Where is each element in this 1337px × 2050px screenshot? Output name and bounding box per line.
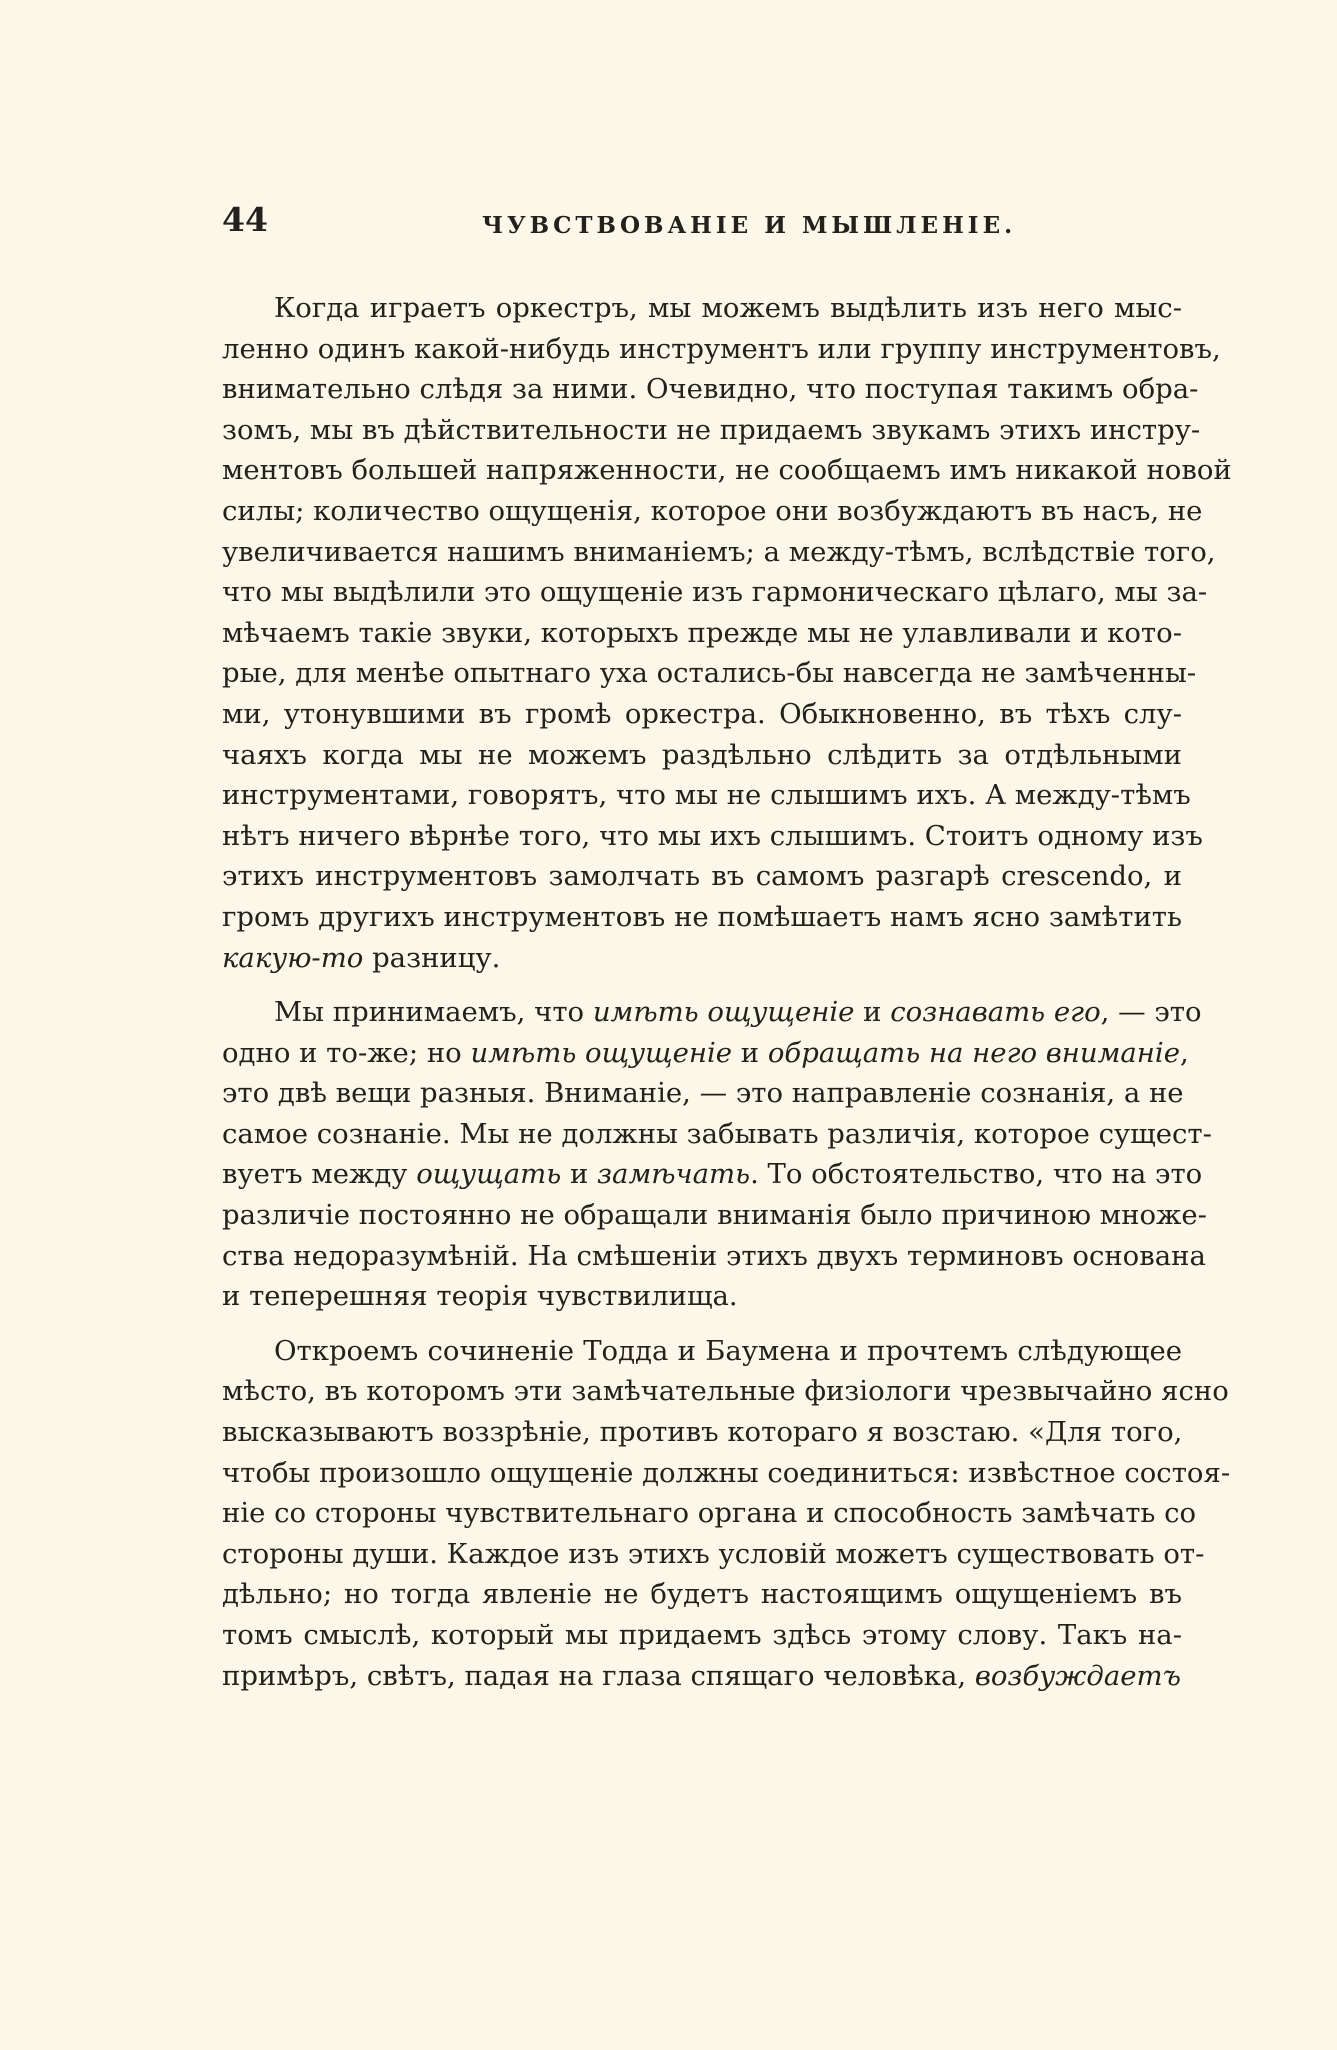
text-segment: ми, утонувшими въ громѣ оркестра. Обыкновенно, въ тѣхъ слу- [222,697,1182,730]
text-line [222,369,1199,410]
text-line [222,897,1182,938]
text-line [222,1534,1205,1575]
text-line [222,532,1216,573]
text-line [222,288,1182,329]
text-segment: этихъ инструментовъ замолчать въ самомъ разгарѣ crescendo, и [222,860,1182,893]
text-line [222,1493,1197,1534]
text-segment: примѣръ, свѣтъ, падая на глаза спящаго человѣка, [222,1659,975,1692]
text-line [222,1331,1182,1372]
text-line [222,491,1203,532]
text-segment: вуетъ между [222,1158,417,1191]
text-segment: Мы принимаемъ, что [274,996,593,1029]
italic-segment: какую-то [222,941,364,974]
text-line [222,1033,1189,1074]
text-segment: томъ смыслѣ, который мы придаемъ здѣсь этому слову. Такъ на- [222,1619,1182,1651]
text-line [222,613,1182,654]
text-body [222,288,1232,1710]
text-segment: инструментами, говорятъ, что мы не слышимъ ихъ. А между-тѣмъ [222,779,1191,812]
text-segment: Когда играетъ оркестръ, мы можемъ выдѣлить изъ него мыс- [274,292,1182,324]
page-number: 44 [222,200,268,239]
text-segment: чаяхъ когда мы не можемъ раздѣльно слѣдить за отдѣльными [222,738,1182,771]
text-segment: и [732,1036,768,1069]
text-segment: рые, для менѣе опытнаго уха остались-бы навсегда не замѣченны- [222,657,1197,690]
text-line [222,775,1191,816]
text-segment: одно и то-же; но [222,1036,471,1069]
italic-segment: ощущать [416,1158,562,1191]
text-line [222,1154,1203,1195]
text-segment: внимательно слѣдя за ними. Очевидно, что поступая такимъ обра- [222,373,1199,406]
text-segment: самое сознаніе. Мы не должны забывать различія, которое сущест- [222,1117,1212,1150]
text-line [222,1276,1182,1317]
text-segment: стороны души. Каждое изъ этихъ условій можетъ существовать от- [222,1537,1205,1570]
text-line [222,1574,1182,1615]
text-line [222,1073,1182,1114]
text-segment: и [854,996,891,1029]
italic-segment: возбуждаетъ [974,1659,1181,1692]
text-segment: что мы выдѣлили это ощущеніе изъ гармоническаго цѣлаго, мы за- [222,576,1208,609]
text-line [222,1114,1212,1155]
text-segment: разницу. [363,941,501,974]
text-segment: зомъ, мы въ дѣйствительности не придаемъ звукамъ этихъ инстру- [222,413,1201,446]
text-line [222,450,1232,491]
paragraph [222,1331,1231,1696]
text-line [222,1371,1229,1412]
text-segment: силы; количество ощущенія, которое они возбуждаютъ въ насъ, не [222,494,1203,527]
text-line [222,329,1221,370]
running-title: ЧУВСТВОВАНІЕ И МЫШЛЕНІЕ. [482,212,1017,239]
text-segment: нѣтъ ничего вѣрнѣе того, что мы ихъ слышимъ. Стоитъ одному изъ [222,819,1203,852]
italic-segment: замѣчать [597,1158,751,1191]
text-line [222,992,1202,1033]
text-segment: это двѣ вещи разныя. Вниманіе, — это направленіе сознанія, а не [222,1077,1184,1110]
text-line [222,653,1197,694]
text-segment: чтобы произошло ощущеніе должны соединиться: извѣстное состоя- [222,1456,1231,1489]
text-segment: высказываютъ воззрѣніе, противъ котораго я возстаю. «Для того, [222,1416,1183,1449]
text-line [222,410,1201,451]
text-segment: дѣльно; но тогда явленіе не будетъ настоящимъ ощущеніемъ въ [222,1578,1182,1611]
text-line [222,735,1182,776]
text-segment: ства недоразумѣній. На смѣшеніи этихъ двухъ терминовъ основана [222,1239,1206,1272]
text-segment: мѣсто, въ которомъ эти замѣчательные физіологи чрезвычайно ясно [222,1375,1229,1408]
page-header [222,200,1182,250]
text-line [222,1453,1231,1494]
text-line [222,1236,1206,1277]
italic-segment: имѣть ощущеніе [592,996,855,1029]
text-line [222,816,1203,857]
italic-segment: имѣть ощущеніе [470,1036,733,1069]
text-segment: и [561,1158,598,1191]
text-line [222,938,1182,979]
text-segment: мѣчаемъ такіе звуки, которыхъ прежде мы не улавливали и кото- [222,616,1182,649]
text-segment: ленно одинъ какой-нибудь инструментъ или группу инструментовъ, [222,332,1221,365]
text-segment: ніе со стороны чувствительнаго органа и способность замѣчать со [222,1497,1197,1530]
text-segment: , — это [1100,996,1202,1029]
text-segment: ментовъ большей напряженности, не сообщаемъ имъ никакой новой [222,454,1232,487]
text-segment: . То обстоятельство, что на это [750,1158,1203,1191]
text-segment: Откроемъ сочиненіе Тодда и Баумена и прочтемъ слѣдующее [274,1334,1182,1367]
text-segment: , [1179,1036,1189,1069]
text-segment: увеличивается нашимъ вниманіемъ; а между-тѣмъ, вслѣдствіе того, [222,535,1216,568]
text-segment: громъ другихъ инструментовъ не помѣшаетъ намъ ясно замѣтить [222,900,1182,933]
italic-segment: сознавать его [890,996,1101,1029]
text-segment: различіе постоянно не обращали вниманія было причиною множе- [222,1199,1207,1232]
text-line [222,1412,1182,1453]
paragraph [222,992,1212,1317]
text-line [222,694,1182,735]
italic-segment: обращать на него вниманіе [767,1036,1180,1069]
text-line [222,1195,1207,1236]
text-line [222,1615,1182,1656]
text-segment: и теперешняя теорія чувствилища. [222,1280,738,1313]
paragraph [222,288,1232,978]
text-line [222,856,1182,897]
text-line [222,1656,1182,1697]
text-line [222,572,1208,613]
